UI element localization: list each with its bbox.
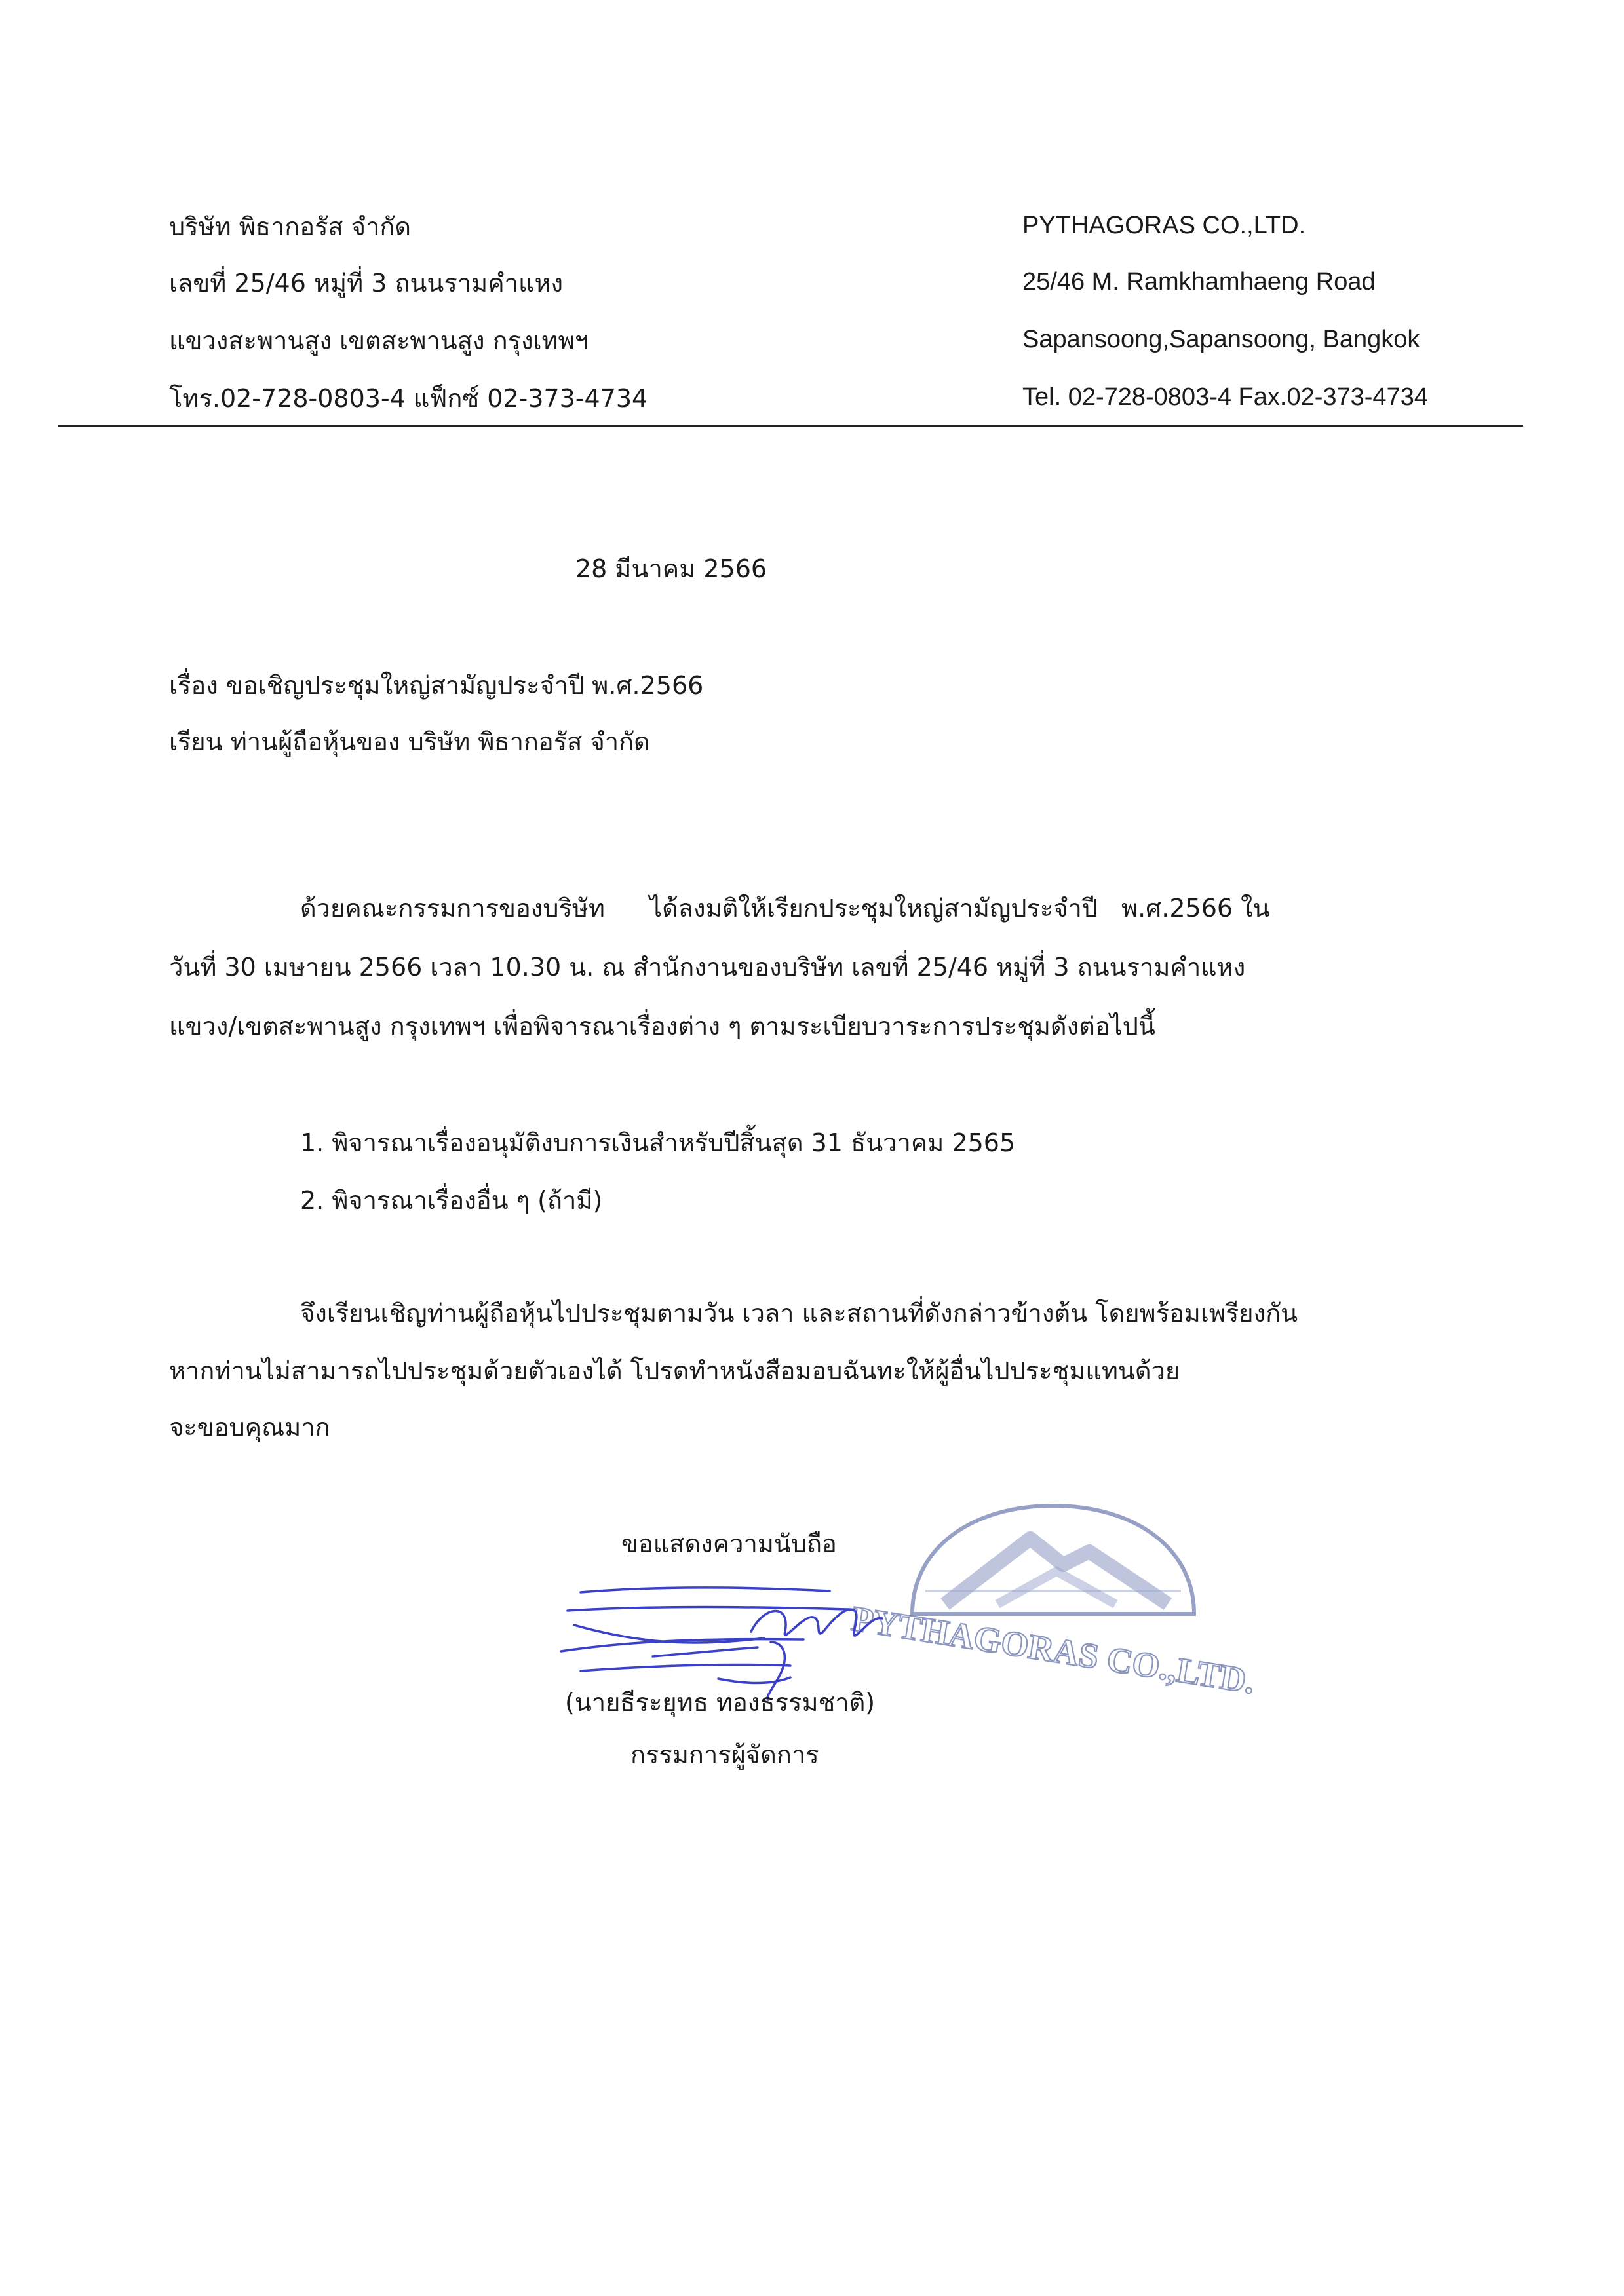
letterhead-thai-address: เลขที่ 25/46 หมู่ที่ 3 ถนนรามคำแหง: [169, 269, 564, 297]
body-paragraph-1-line-1: [300, 891, 1270, 925]
signer-name: (นายธีระยุทธ ทองธรรมชาติ): [565, 1688, 876, 1717]
company-stamp: [849, 1493, 1258, 1702]
letterhead-thai-contact: โทร.02-728-0803-4 แฟ็กซ์ 02-373-4734: [169, 384, 648, 413]
body-paragraph-1-line-2: วันที่ 30 เมษายน 2566 เวลา 10.30 น. ณ สำนักงานของบริษัท เลขที่ 25/46 หมู่ที่ 3 ถนนรามคำแหง: [169, 953, 1246, 982]
agenda-item-1: 1. พิจารณาเรื่องอนุมัติงบการเงินสำหรับปีสิ้นสุด 31 ธันวาคม 2565: [300, 1128, 1016, 1157]
letterhead-english-district: Sapansoong,Sapansoong, Bangkok: [1022, 326, 1420, 353]
signer-title: กรรมการผู้จัดการ: [630, 1740, 819, 1769]
body-text-resolution: ได้ลงมติให้เรียกประชุมใหญ่สามัญประจำปี: [649, 894, 1098, 923]
letter-subject: เรื่อง ขอเชิญประชุมใหญ่สามัญประจำปี พ.ศ.2566: [169, 671, 704, 700]
letterhead-english-contact: Tel. 02-728-0803-4 Fax.02-373-4734: [1022, 383, 1428, 411]
letter-recipient: เรียน ท่านผู้ถือหุ้นของ บริษัท พิธากอรัส จำกัด: [169, 727, 650, 756]
closing-salutation: ขอแสดงความนับถือ: [621, 1529, 837, 1558]
body-text-year: พ.ศ.2566 ใน: [1121, 894, 1270, 923]
body-paragraph-2-line-3: จะขอบคุณมาก: [169, 1413, 330, 1442]
letter-date: 28 มีนาคม 2566: [575, 554, 767, 583]
body-paragraph-2-line-1: จึงเรียนเชิญท่านผู้ถือหุ้นไปประชุมตามวัน เวลา และสถานที่ดังกล่าวข้างต้น โดยพร้อมเพรียงกัน: [300, 1299, 1298, 1328]
letterhead-thai-company: บริษัท พิธากอรัส จำกัด: [169, 212, 412, 241]
letterhead-thai-district: แขวงสะพานสูง เขตสะพานสูง กรุงเทพฯ: [169, 326, 589, 355]
letterhead-divider: [58, 425, 1523, 427]
letterhead-english-company: PYTHAGORAS CO.,LTD.: [1022, 212, 1306, 239]
body-paragraph-1-line-3: แขวง/เขตสะพานสูง กรุงเทพฯ เพื่อพิจารณาเรื่องต่าง ๆ ตามระเบียบวาระการประชุมดังต่อไปนี้: [169, 1012, 1155, 1041]
letterhead-english-address: 25/46 M. Ramkhamhaeng Road: [1022, 268, 1376, 296]
agenda-item-2: 2. พิจารณาเรื่องอื่น ๆ (ถ้ามี): [300, 1186, 603, 1215]
body-text-board: ด้วยคณะกรรมการของบริษัท: [300, 894, 605, 923]
svg-text:PYTHAGORAS CO.,LTD.: PYTHAGORAS CO.,LTD.: [849, 1598, 1258, 1702]
body-paragraph-2-line-2: หากท่านไม่สามารถไปประชุมด้วยตัวเองได้ โปรดทำหนังสือมอบฉันทะให้ผู้อื่นไปประชุมแทนด้วย: [169, 1356, 1180, 1385]
